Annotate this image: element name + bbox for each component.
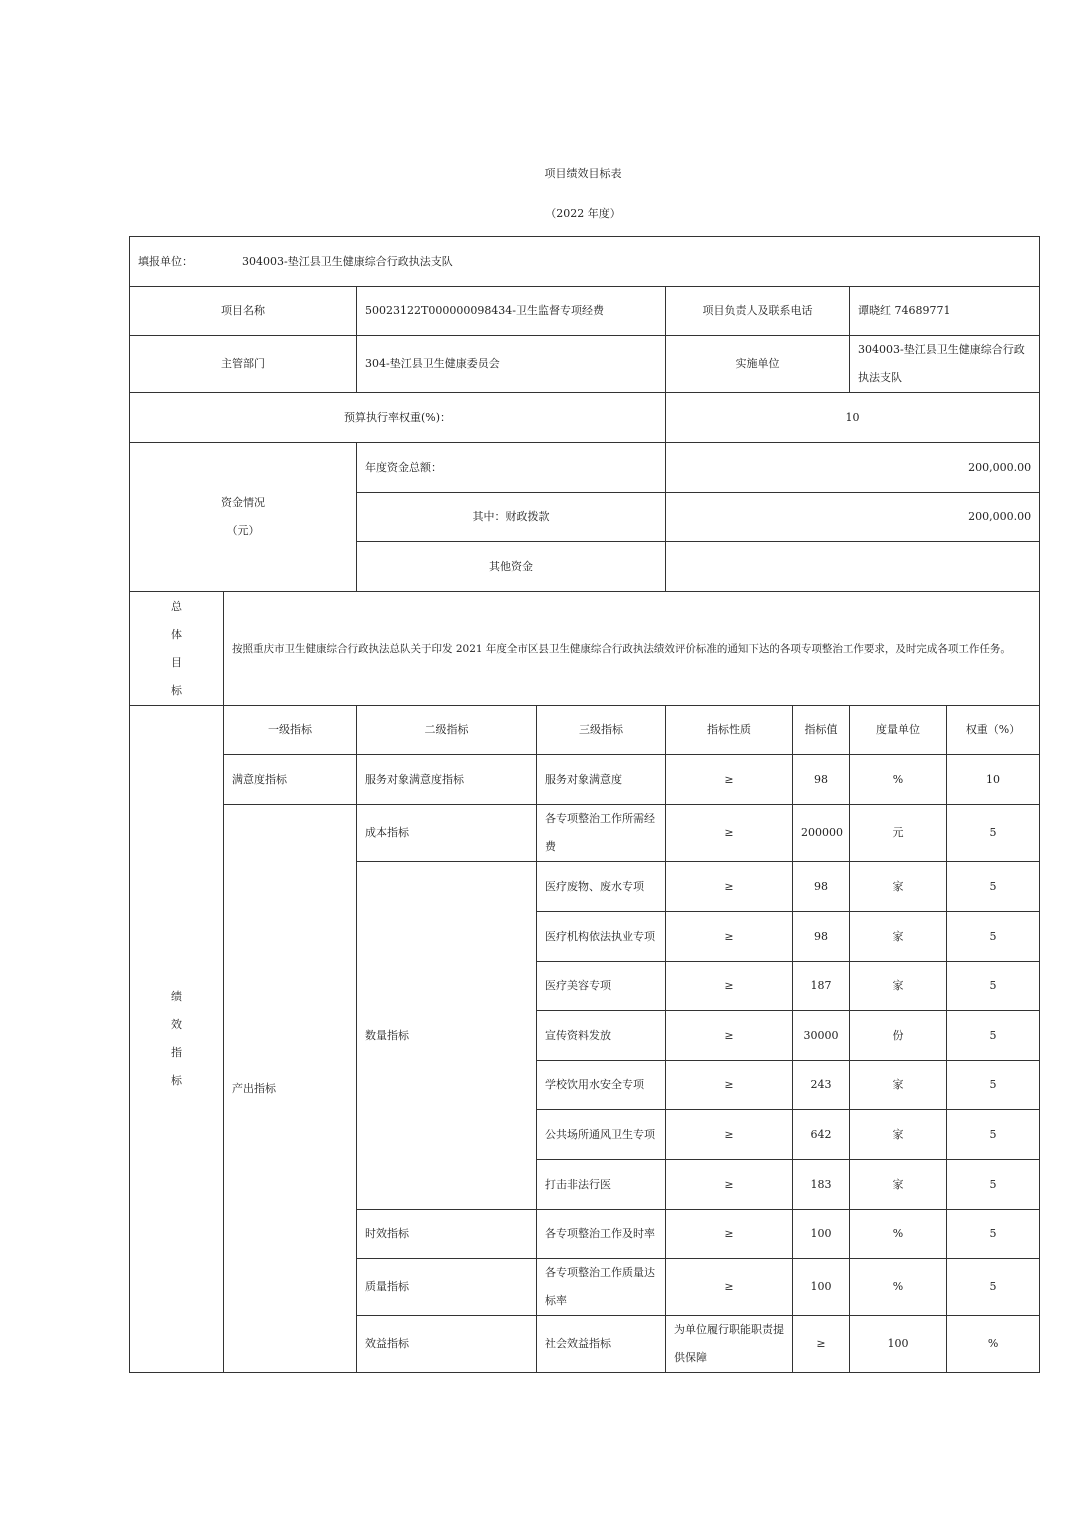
col-header: 指标值	[793, 706, 850, 755]
funds-fiscal-label: 其中：财政拨款	[357, 493, 666, 542]
budget-rate-label: 预算执行率权重(%)：	[130, 393, 666, 443]
unit-cell: %	[850, 755, 947, 805]
unit-row	[130, 237, 1040, 287]
funds-label-cell	[130, 443, 357, 592]
level2-cell: 数量指标	[357, 862, 537, 1210]
unit-cell: 家	[850, 962, 947, 1011]
unit-cell: 份	[850, 1011, 947, 1061]
project-name-value: 50023122T000000098434-卫生监督专项经费	[357, 287, 666, 336]
level3-cell: 服务对象满意度	[537, 755, 666, 805]
dept-value: 304-垫江县卫生健康委员会	[357, 336, 666, 393]
level3-cell: 公共场所通风卫生专项	[537, 1110, 666, 1160]
value-cell: 642	[793, 1110, 850, 1160]
nature-cell: ≥	[666, 805, 793, 862]
value-cell: 100	[793, 1259, 850, 1316]
unit-cell: %	[850, 1259, 947, 1316]
weight-cell: 5	[947, 1259, 1040, 1316]
value-cell: 183	[793, 1160, 850, 1210]
nature-cell: ≥	[666, 1259, 793, 1316]
owner-value: 谭晓红 74689771	[850, 287, 1040, 336]
goal-label-char: 总	[171, 599, 182, 613]
value-cell: 98	[793, 755, 850, 805]
goal-label	[130, 592, 224, 706]
perf-header-row	[130, 706, 1040, 755]
unit-cell: 元	[850, 805, 947, 862]
level2-cell: 服务对象满意度指标	[357, 755, 537, 805]
value-cell: 98	[793, 862, 850, 912]
dept-row	[130, 336, 1040, 393]
goal-text: 按照重庆市卫生健康综合行政执法总队关于印发 2021 年度全市区县卫生健康综合行政执法绩效评价标准的通知下达的各项专项整治工作要求，及时完成各项工作任务。	[224, 592, 1040, 706]
level2-cell: 时效指标	[357, 1210, 537, 1259]
nature-cell: ≥	[666, 1061, 793, 1110]
level3-cell: 学校饮用水安全专项	[537, 1061, 666, 1110]
level1-cell: 产出指标	[224, 805, 357, 1373]
weight-cell: 5	[947, 805, 1040, 862]
unit-cell: %	[947, 1316, 1040, 1373]
unit-cell: %	[850, 1210, 947, 1259]
impl-label: 实施单位	[666, 336, 850, 393]
unit-cell: 家	[850, 1110, 947, 1160]
perf-label-char: 绩	[171, 990, 182, 1003]
unit-label: 填报单位：	[138, 254, 193, 268]
unit-cell: 家	[850, 1160, 947, 1210]
level2-cell: 成本指标	[357, 805, 537, 862]
level2-cell: 社会效益指标	[537, 1316, 666, 1373]
level3-cell: 为单位履行职能职责提供保障	[666, 1316, 793, 1373]
project-row	[130, 287, 1040, 336]
goal-row	[130, 592, 1040, 706]
level3-cell: 各专项整治工作所需经费	[537, 805, 666, 862]
level3-cell: 打击非法行医	[537, 1160, 666, 1210]
nature-cell: ≥	[793, 1316, 850, 1373]
funds-unit: （元）	[226, 524, 260, 537]
funds-annual-value: 200,000.00	[666, 443, 1040, 493]
nature-cell: ≥	[666, 1160, 793, 1210]
perf-label-char: 效	[171, 1018, 182, 1031]
level1-cell: 效益指标	[357, 1316, 537, 1373]
goal-label-char: 体	[171, 627, 182, 641]
budget-rate-value: 10	[666, 393, 1040, 443]
performance-table	[129, 236, 1040, 1373]
weight-cell: 5	[947, 862, 1040, 912]
level3-cell: 医疗机构依法执业专项	[537, 912, 666, 962]
value-cell: 100	[850, 1316, 947, 1373]
weight-cell: 5	[947, 1110, 1040, 1160]
funds-annual-row	[130, 443, 1040, 493]
value-cell: 98	[793, 912, 850, 962]
project-name-label: 项目名称	[130, 287, 357, 336]
unit-cell	[130, 237, 1040, 287]
impl-value: 304003-垫江县卫生健康综合行政执法支队	[850, 336, 1040, 393]
weight-cell: 5	[947, 1210, 1040, 1259]
level2-cell: 质量指标	[357, 1259, 537, 1316]
col-header: 二级指标	[357, 706, 537, 755]
col-header: 一级指标	[224, 706, 357, 755]
budget-rate-row	[130, 393, 1040, 443]
weight-cell: 5	[947, 1011, 1040, 1061]
col-header: 权重（%）	[947, 706, 1040, 755]
value-cell: 200000	[793, 805, 850, 862]
table-row	[130, 805, 1040, 862]
funds-fiscal-value: 200,000.00	[666, 493, 1040, 542]
col-header: 度量单位	[850, 706, 947, 755]
level3-cell: 医疗废物、废水专项	[537, 862, 666, 912]
goal-label-char: 标	[171, 683, 182, 697]
level3-cell: 各专项整治工作质量达标率	[537, 1259, 666, 1316]
weight-cell: 5	[947, 1061, 1040, 1110]
funds-annual-label: 年度资金总额：	[357, 443, 666, 493]
unit-cell: 家	[850, 862, 947, 912]
value-cell: 30000	[793, 1011, 850, 1061]
unit-value: 304003-垫江县卫生健康综合行政执法支队	[242, 254, 453, 268]
owner-label: 项目负责人及联系电话	[666, 287, 850, 336]
col-header: 指标性质	[666, 706, 793, 755]
value-cell: 243	[793, 1061, 850, 1110]
nature-cell: ≥	[666, 962, 793, 1011]
nature-cell: ≥	[666, 912, 793, 962]
col-header: 三级指标	[537, 706, 666, 755]
document-title: 项目绩效目标表	[544, 167, 622, 180]
funds-other-value	[666, 542, 1040, 592]
value-cell: 187	[793, 962, 850, 1011]
weight-cell: 10	[947, 755, 1040, 805]
value-cell: 100	[793, 1210, 850, 1259]
perf-label-char: 标	[171, 1074, 182, 1087]
nature-cell: ≥	[666, 1110, 793, 1160]
nature-cell: ≥	[666, 1210, 793, 1259]
nature-cell: ≥	[666, 755, 793, 805]
level1-cell: 满意度指标	[224, 755, 357, 805]
document-year: （2022 年度）	[545, 207, 621, 220]
weight-cell: 5	[947, 912, 1040, 962]
funds-label: 资金情况	[221, 496, 265, 509]
nature-cell: ≥	[666, 1011, 793, 1061]
goal-label-char: 目	[171, 655, 182, 669]
funds-other-label: 其他资金	[357, 542, 666, 592]
nature-cell: ≥	[666, 862, 793, 912]
table-row	[130, 755, 1040, 805]
unit-cell: 家	[850, 1061, 947, 1110]
perf-label	[130, 706, 224, 1373]
weight-cell: 5	[947, 1160, 1040, 1210]
level3-cell: 宣传资料发放	[537, 1011, 666, 1061]
perf-label-char: 指	[171, 1046, 182, 1059]
level3-cell: 医疗美容专项	[537, 962, 666, 1011]
unit-cell: 家	[850, 912, 947, 962]
dept-label: 主管部门	[130, 336, 357, 393]
weight-cell: 5	[947, 962, 1040, 1011]
level3-cell: 各专项整治工作及时率	[537, 1210, 666, 1259]
